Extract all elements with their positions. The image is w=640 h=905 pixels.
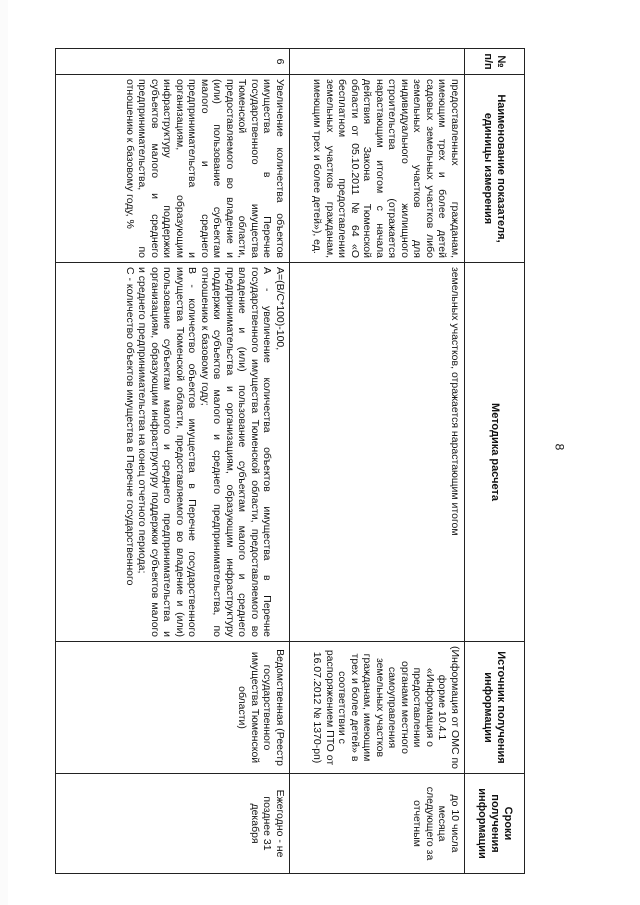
method-def-c: C - количество объектов имущества в Перечне государственного bbox=[124, 267, 136, 586]
row1-method: земельных участков, отражается нарастающим итогом bbox=[290, 263, 465, 642]
indicators-table bbox=[55, 48, 525, 874]
header-source: Источник получения информации bbox=[465, 642, 525, 774]
table-row bbox=[290, 49, 465, 874]
table-header-row bbox=[465, 49, 525, 874]
row1-name: предоставленных гражданам, имеющим трех и более детей садовых земельных участков либо земельных участков для индивидуального жилищного строительства (отражается нарастающим итогом с начала действия Закона Тюменской области от 05.10.2011 № 64 «О бесплатном предоставлении земельных участков гражданам, имеющим трех и более детей»), ед. bbox=[290, 75, 465, 263]
table-row bbox=[56, 49, 290, 874]
header-no: № п/п bbox=[465, 49, 525, 75]
row1-no bbox=[290, 49, 465, 75]
method-def-a: A - увеличение количества объектов имущества в Перечне государственного имущества Тюменской области, предоставляемого во владение и (или) пользование субъектам малого и среднего предпринимательства и организациям, образующим инфраструктуру поддержки субъектов малого и среднего предпринимательства, по отношению к базовому году; bbox=[199, 267, 274, 637]
header-method: Методика расчета bbox=[465, 263, 525, 642]
row2-source: Ведомственная (Реестр государственного имущества Тюменской области) bbox=[56, 642, 290, 774]
row2-method bbox=[56, 263, 290, 642]
header-name: Наименование показателя, единицы измерения bbox=[465, 75, 525, 263]
rotated-table-wrapper bbox=[55, 48, 525, 873]
scan-edge bbox=[0, 0, 8, 905]
method-formula: A=(B/C*100)-100, bbox=[274, 267, 286, 351]
row2-term: Ежегодно - не позднее 31 декабря bbox=[56, 774, 290, 874]
row2-name: Увеличение количества объектов имущества в Перечне государственного имущества Тюменской области, предоставляемого во владение и (или) пользование субъектам малого и среднего предпринимательства и организациям, образующим инфраструктуру поддержки субъектов малого и среднего предпринимательства, по отношению к базовому году, % bbox=[56, 75, 290, 263]
row1-source: (Информация от ОМС по форме 10.4.1 «Информация о предоставлении органами местного самоуправления земельных участков гражданам, имеющим трех и более детей» в соответствии с распоряжением ПТО от 16.07.2012 № 1370-рп) bbox=[290, 642, 465, 774]
page-number: 8 bbox=[552, 443, 567, 451]
method-def-b: B - количество объектов имущества в Перечне государственного имущества Тюменской области, предоставляемого во владение и (или) пользование субъектам малого и среднего предпринимательства и организациям, образующим инфраструктуру поддержки субъектов малого и среднего предпринимательства на конец отчетного периода; bbox=[136, 267, 199, 637]
row1-term: до 10 числа месяца следующего за отчетным bbox=[290, 774, 465, 874]
row2-no: 6 bbox=[56, 49, 290, 75]
header-term: Сроки получения информации bbox=[465, 774, 525, 874]
